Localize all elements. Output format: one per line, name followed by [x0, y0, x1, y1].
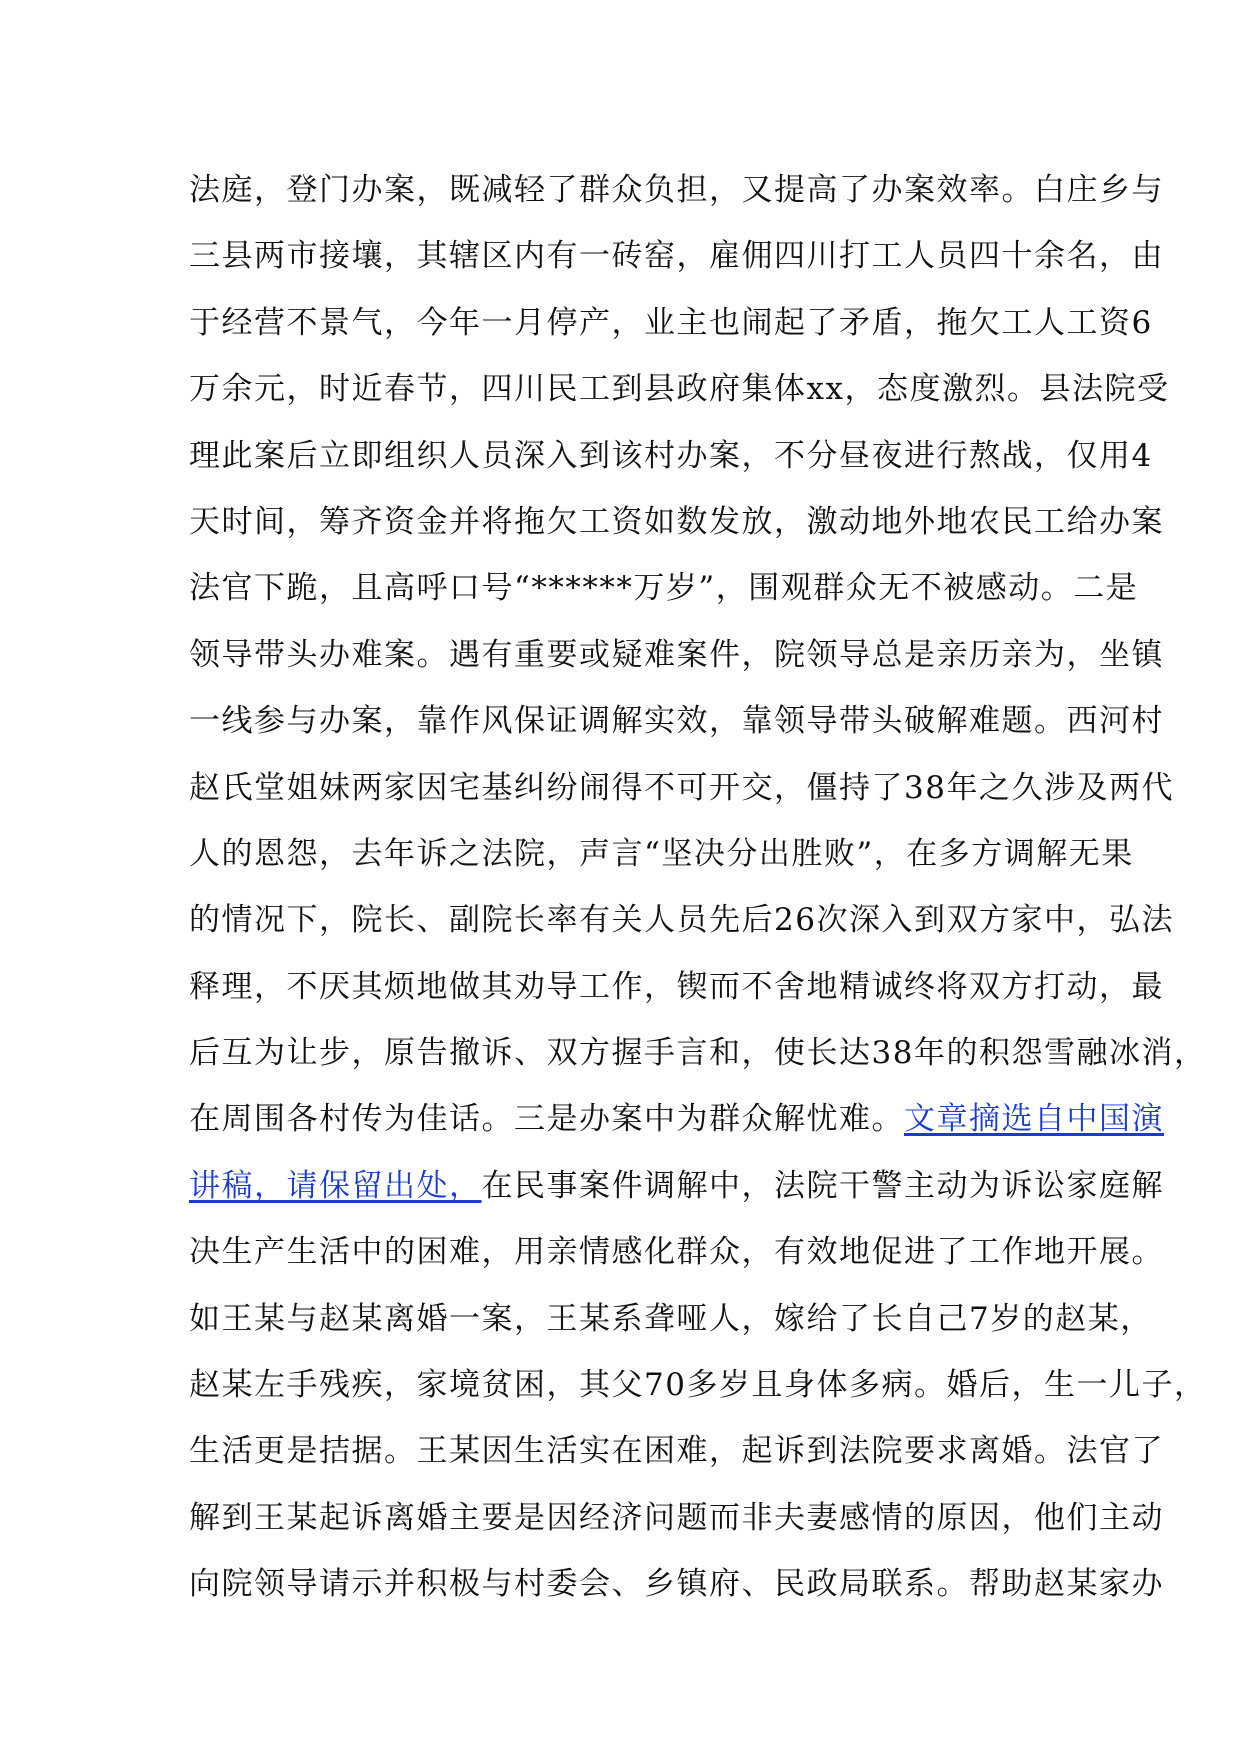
text-line: 于经营不景气，今年一月停产，业主也闹起了矛盾，拖欠工人工资6 [189, 304, 1153, 341]
text-line: 解到王某起诉离婚主要是因经济问题而非夫妻感情的原因，他们主动 [189, 1499, 1164, 1536]
text-line: 如王某与赵某离婚一案，王某系聋哑人，嫁给了长自己7岁的赵某， [189, 1300, 1153, 1337]
text-line: 一线参与办案，靠作风保证调解实效，靠领导带头破解难题。西河村 [189, 703, 1164, 740]
text-line: 后互为让步，原告撤诉、双方握手言和，使长达38年的积怨雪融冰消， [189, 1035, 1207, 1072]
text-line: 的情况下，院长、副院长率有关人员先后26次深入到双方家中，弘法 [189, 902, 1174, 939]
text-line: 法官下跪，且高呼口号“******万岁”，围观群众无不被感动。二是 [189, 570, 1139, 607]
text-line: 理此案后立即组织人员深入到该村办案，不分昼夜进行熬战，仅用4 [189, 437, 1153, 474]
text-line: 人的恩怨，去年诉之法院，声言“坚决分出胜败”，在多方调解无果 [189, 835, 1134, 872]
text-line: 领导带头办难案。遇有重要或疑难案件，院领导总是亲历亲为，坐镇 [189, 636, 1164, 673]
text-line-with-link [189, 1086, 1164, 1152]
text-line-with-link [189, 1153, 1164, 1219]
text-segment: 在民事案件调解中，法院干警主动为诉讼家庭解 [481, 1167, 1164, 1204]
text-line: 万余元，时近春节，四川民工到县政府集体xx，态度激烈。县法院受 [189, 371, 1170, 408]
text-line: 生活更是拮据。王某因生活实在困难，起诉到法院要求离婚。法官了 [189, 1433, 1164, 1470]
text-line: 赵某左手残疾，家境贫困，其父70多岁且身体多病。婚后，生一儿子， [189, 1367, 1207, 1404]
source-link[interactable]: 文章摘选自中国演 [904, 1101, 1164, 1138]
text-line: 向院领导请示并积极与村委会、乡镇府、民政局联系。帮助赵某家办 [189, 1566, 1164, 1603]
text-line: 决生产生活中的困难，用亲情感化群众，有效地促进了工作地开展。 [189, 1234, 1164, 1271]
source-link-continued[interactable]: 讲稿，请保留出处， [189, 1167, 482, 1204]
text-segment: 在周围各村传为佳话。三是办案中为群众解忧难。 [189, 1101, 904, 1138]
text-line: 释理，不厌其烦地做其劝导工作，锲而不舍地精诚终将双方打动，最 [189, 968, 1164, 1005]
text-line: 法庭，登门办案，既减轻了群众负担，又提高了办案效率。白庄乡与 [189, 172, 1164, 208]
text-line: 三县两市接壤，其辖区内有一砖窑，雇佣四川打工人员四十余名，由 [189, 238, 1164, 275]
text-line: 赵氏堂姐妹两家因宅基纠纷闹得不可开交，僵持了38年之久涉及两代 [189, 769, 1174, 806]
text-line: 天时间，筹齐资金并将拖欠工资如数发放，激动地外地农民工给办案 [189, 503, 1164, 540]
body-text [189, 157, 1207, 1618]
